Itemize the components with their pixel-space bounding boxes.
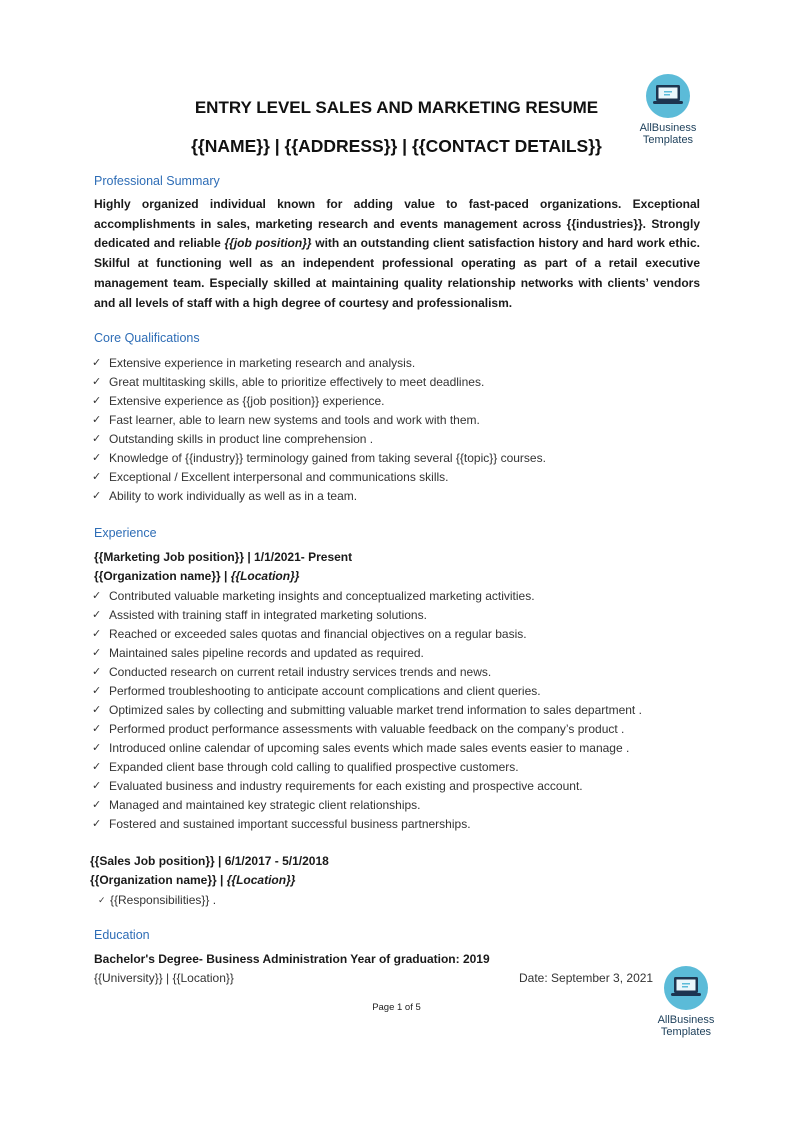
job1-title-line bbox=[94, 550, 352, 564]
list-item: ✓ {{Responsibilities}} . bbox=[90, 891, 216, 910]
experience-heading: Experience bbox=[94, 526, 157, 540]
checkmark-icon: ✓ bbox=[92, 452, 102, 464]
page-number: Page 1 of 5 bbox=[372, 1002, 421, 1013]
checkmark-icon: ✓ bbox=[92, 357, 102, 369]
summary-text: Highly organized individual known for adding value to fast-paced organizations. Exceptional accomplishments in sales, marketing research and events management across {{industries}}. Strongly dedicated and reliable {{job position}} with an outstanding client satisfaction history and hard work ethic. Skilful at functioning well as an independent professional operating as part of a retail executive management team. Especially skilled at maintaining quality relationship networks with clients’ vendors and all levels of staff with a high degree of courtesy and professionalism. bbox=[94, 197, 701, 310]
education-date: Date: September 3, 2021 bbox=[519, 971, 654, 985]
summary-heading: Professional Summary bbox=[94, 174, 220, 188]
list-item: ✓ Assisted with training staff in integrated marketing solutions. bbox=[90, 606, 642, 625]
list-item: ✓ Performed troubleshooting to anticipate account complications and client queries. bbox=[90, 682, 642, 701]
job2-organization: {{Organization name}} | bbox=[90, 873, 227, 887]
job1-position: {{Marketing Job position}} bbox=[94, 550, 245, 564]
checkmark-icon: ✓ bbox=[92, 761, 102, 773]
list-item: ✓ Optimized sales by collecting and submitting valuable market trend information to sales department . bbox=[90, 701, 642, 720]
checkmark-icon: ✓ bbox=[92, 742, 102, 754]
checkmark-icon: ✓ bbox=[92, 723, 102, 735]
list-item: ✓ Contributed valuable marketing insights and conceptualized marketing activities. bbox=[90, 587, 642, 606]
brand-name: AllBusiness Templates bbox=[657, 1014, 715, 1038]
job2-dates: | 6/1/2017 - 5/1/2018 bbox=[214, 854, 329, 868]
list-item: ✓ Outstanding skills in product line comprehension . bbox=[90, 430, 546, 449]
resume-title: ENTRY LEVEL SALES AND MARKETING RESUME bbox=[194, 98, 599, 117]
checkmark-icon: ✓ bbox=[98, 895, 106, 905]
resume-subtitle: {{NAME}} | {{ADDRESS}} | {{CONTACT DETAILS}} bbox=[191, 136, 602, 156]
checkmark-icon: ✓ bbox=[92, 414, 102, 426]
qualifications-heading: Core Qualifications bbox=[94, 331, 200, 345]
job1-location: {{Location}} bbox=[230, 569, 300, 583]
checkmark-icon: ✓ bbox=[92, 471, 102, 483]
list-item: ✓ Performed product performance assessments with valuable feedback on the company’s product . bbox=[90, 720, 642, 739]
list-item: ✓ Fast learner, able to learn new systems and tools and work with them. bbox=[90, 411, 546, 430]
checkmark-icon: ✓ bbox=[92, 609, 102, 621]
checkmark-icon: ✓ bbox=[92, 490, 102, 502]
checkmark-icon: ✓ bbox=[92, 780, 102, 792]
job-position-placeholder: {{job position}} bbox=[224, 236, 312, 251]
brand-name: AllBusiness Templates bbox=[639, 122, 697, 146]
job1-org-line bbox=[94, 569, 299, 583]
list-item: ✓ Exceptional / Excellent interpersonal and communications skills. bbox=[90, 468, 546, 487]
job1-dates: | 1/1/2021- Present bbox=[244, 550, 353, 564]
education-heading: Education bbox=[94, 928, 150, 942]
checkmark-icon: ✓ bbox=[92, 433, 102, 445]
checkmark-icon: ✓ bbox=[92, 666, 102, 678]
checkmark-icon: ✓ bbox=[92, 590, 102, 602]
education-degree: Bachelor's Degree- Business Administration Year of graduation: 2019 bbox=[94, 952, 490, 966]
job2-title-line bbox=[90, 854, 329, 868]
list-item: ✓ Maintained sales pipeline records and updated as required. bbox=[90, 644, 642, 663]
checkmark-icon: ✓ bbox=[92, 704, 102, 716]
qualifications-list bbox=[90, 354, 546, 506]
list-item: ✓ Managed and maintained key strategic client relationships. bbox=[90, 796, 642, 815]
job2-position: {{Sales Job position}} bbox=[90, 854, 215, 868]
checkmark-icon: ✓ bbox=[92, 818, 102, 830]
job1-organization: {{Organization name}} | bbox=[94, 569, 231, 583]
job2-responsibilities bbox=[90, 891, 216, 910]
list-item: ✓ Ability to work individually as well as in a team. bbox=[90, 487, 546, 506]
job2-org-line bbox=[90, 873, 295, 887]
list-item: ✓ Reached or exceeded sales quotas and financial objectives on a regular basis. bbox=[90, 625, 642, 644]
education-university: {{University}} | {{Location}} bbox=[94, 971, 234, 985]
list-item: ✓ Expanded client base through cold calling to qualified prospective customers. bbox=[90, 758, 642, 777]
job1-responsibilities bbox=[90, 587, 642, 834]
job2-location: {{Location}} bbox=[226, 873, 296, 887]
list-item: ✓ Fostered and sustained important successful business partnerships. bbox=[90, 815, 642, 834]
list-item: ✓ Extensive experience in marketing research and analysis. bbox=[90, 354, 546, 373]
list-item: ✓ Extensive experience as {{job position}} experience. bbox=[90, 392, 546, 411]
list-item: ✓ Introduced online calendar of upcoming sales events which made sales events easier to manage . bbox=[90, 739, 642, 758]
checkmark-icon: ✓ bbox=[92, 376, 102, 388]
list-item: ✓ Evaluated business and industry requirements for each existing and prospective account. bbox=[90, 777, 642, 796]
checkmark-icon: ✓ bbox=[92, 799, 102, 811]
list-item: ✓ Conducted research on current retail industry services trends and news. bbox=[90, 663, 642, 682]
checkmark-icon: ✓ bbox=[92, 685, 102, 697]
checkmark-icon: ✓ bbox=[92, 395, 102, 407]
list-item: ✓ Great multitasking skills, able to prioritize effectively to meet deadlines. bbox=[90, 373, 546, 392]
list-item: ✓ Knowledge of {{industry}} terminology gained from taking several {{topic}} courses. bbox=[90, 449, 546, 468]
checkmark-icon: ✓ bbox=[92, 647, 102, 659]
checkmark-icon: ✓ bbox=[92, 628, 102, 640]
